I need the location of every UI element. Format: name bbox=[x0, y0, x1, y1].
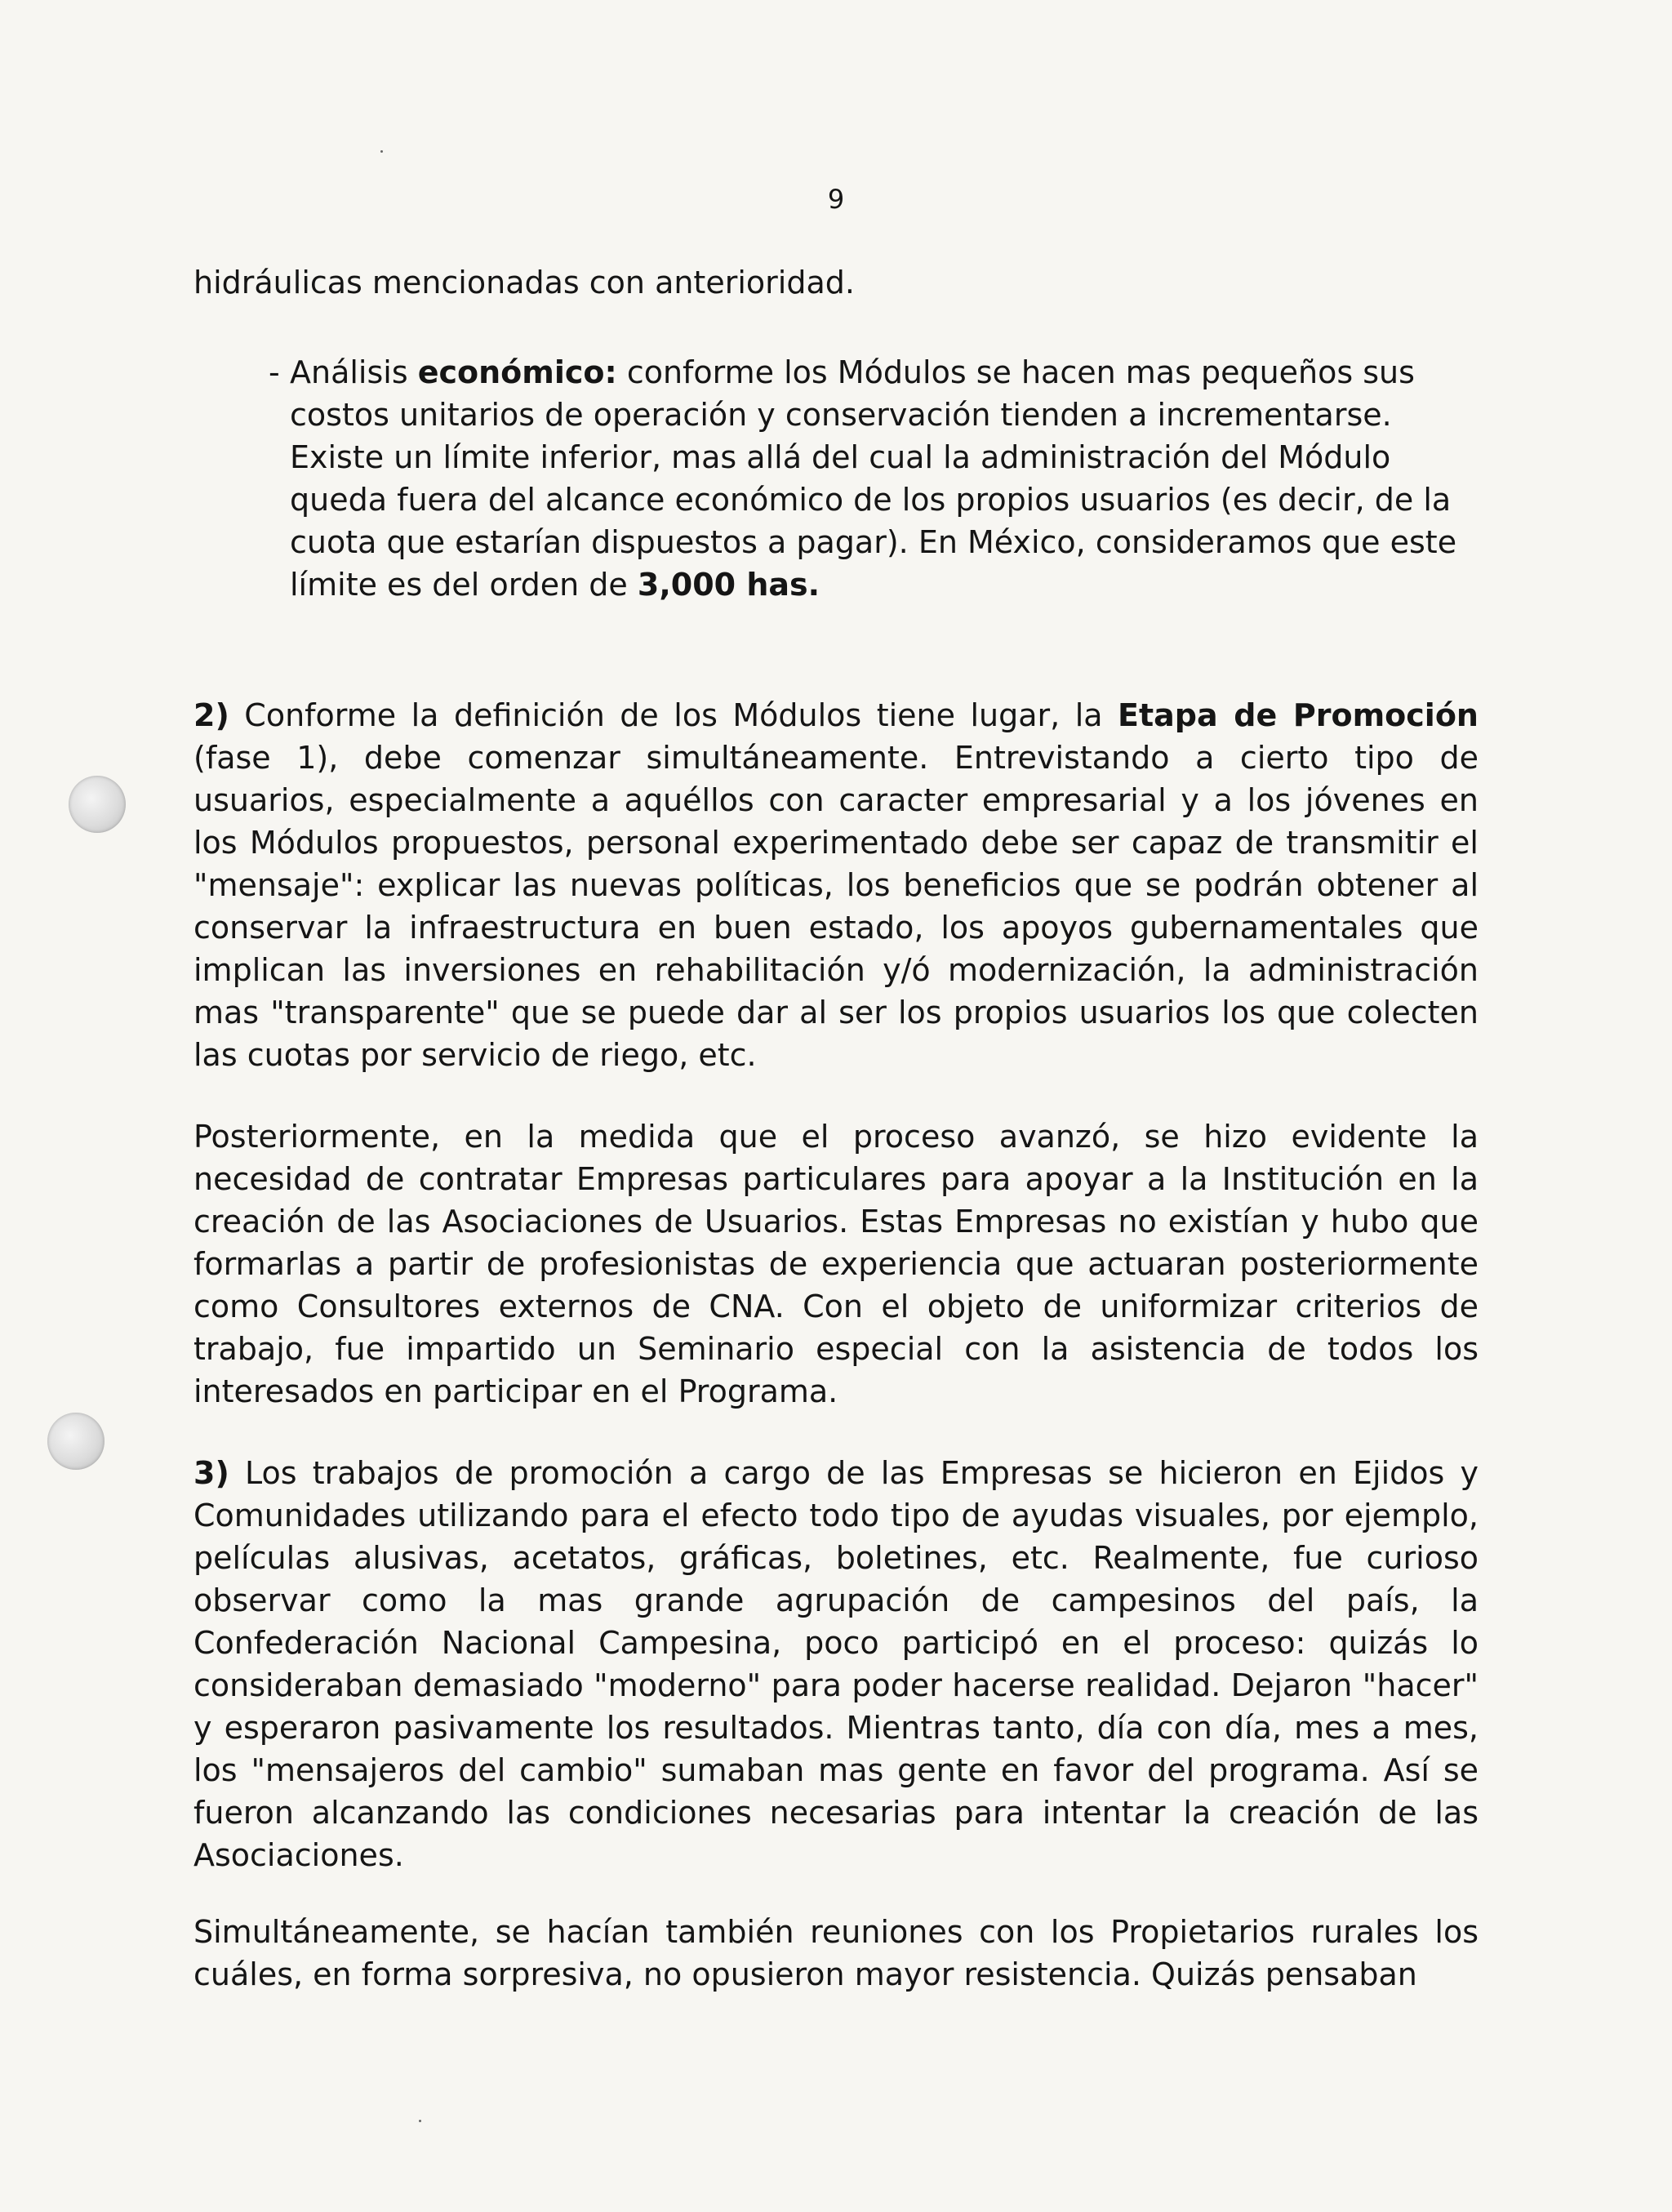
paragraph-2: 2) Conforme la definición de los Módulos tiene lugar, la Etapa de Promoción (fase 1), debe comenzar simultáneamente. Entrevistando a cierto tipo de usuarios, especialmente a aquéllos con caracter empresarial y a los jóvenes en los Módulos propuestos, personal experimentado debe ser capaz de transmitir el "mensaje": explicar las nuevas políticas, los beneficios que se podrán obtener al conservar la infraestructura en buen estado, los apoyos gubernamentales que implican las inversiones en rehabilitación y/ó modernización, la administración mas "transparente" que se puede dar al ser los propios usuarios los que colecten las cuotas por servicio de riego, etc. bbox=[193, 697, 1479, 1073]
speck bbox=[419, 2120, 421, 2122]
paragraph-4: 3) Los trabajos de promoción a cargo de las Empresas se hicieron en Ejidos y Comunidades utilizando para el efecto todo tipo de ayudas visuales, por ejemplo, películas alusivas, acetatos, gráficas, boletines, etc. Realmente, fue curioso observar como la mas grande agrupación de campesinos del país, la Confederación Nacional Campesina, poco participó en el proceso: quizás lo consideraban demasiado "moderno" para poder hacerse realidad. Dejaron "hacer" y esperaron pasivamente los resultados. Mientras tanto, día con día, mes a mes, los "mensajeros del cambio" sumaban mas gente en favor del programa. Así se fueron alcanzando las condiciones necesarias para intentar la creación de las Asociaciones. bbox=[193, 1455, 1479, 1873]
speck bbox=[380, 150, 383, 153]
punch-hole-top bbox=[69, 776, 126, 833]
bullet-economic-analysis: - Análisis económico: conforme los Módulos se hacen mas pequeños sus costos unitarios de operación y conservación tienden a incrementarse. Existe un límite inferior, mas allá del cual la administración del Módulo queda fuera del alcance económico de los propios usuarios (es decir, de la cuota que estarían dispuestos a pagar). En México, consideramos que este límite es del orden de 3,000 has. bbox=[290, 351, 1479, 606]
paragraph-3: Posteriormente, en la medida que el proceso avanzó, se hizo evidente la necesidad de contratar Empresas particulares para apoyar a la Institución en la creación de las Asociaciones de Usuarios. Estas Empresas no existían y hubo que formarlas a partir de profesionistas de experiencia que actuaran posteriormente como Consultores externos de CNA. Con el objeto de uniformizar criterios de trabajo, fue impartido un Seminario especial con la asistencia de todos los interesados en participar en el Programa. bbox=[193, 1119, 1479, 1409]
paragraph-5: Simultáneamente, se hacían también reuniones con los Propietarios rurales los cuáles, en forma sorpresiva, no opusieron mayor resistencia. Quizás pensaban bbox=[193, 1914, 1479, 1992]
paragraph-number: 2) bbox=[193, 697, 229, 733]
continued-line: hidráulicas mencionadas con anterioridad. bbox=[193, 265, 855, 300]
punch-hole-bottom bbox=[47, 1413, 104, 1470]
paragraph-number: 3) bbox=[193, 1455, 229, 1491]
bullet-dash: - bbox=[269, 354, 280, 390]
page-number: 9 bbox=[827, 184, 845, 215]
